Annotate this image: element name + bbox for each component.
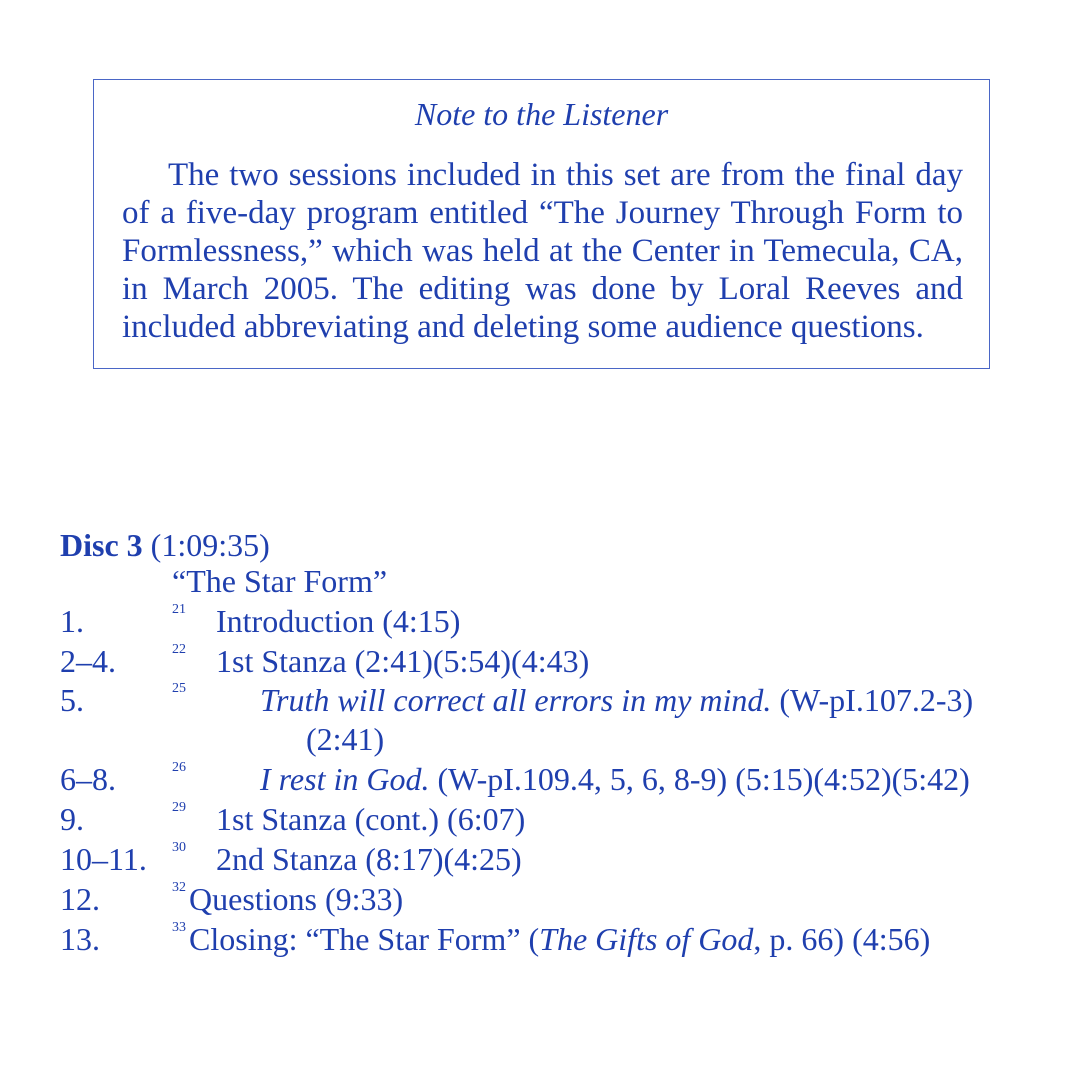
track-title: Introduction (4:15): [216, 603, 461, 639]
track-title-italic: Truth will correct all errors in my mind.: [260, 682, 772, 718]
track-number: 10–11.: [60, 841, 147, 877]
track-title-rest: (W-pI.107.2-3): [771, 682, 974, 718]
track-number: 12.: [60, 881, 100, 917]
track-ref: 33: [172, 920, 186, 935]
track-title: 1st Stanza (2:41)(5:54)(4:43): [216, 643, 590, 679]
track-number: 2–4.: [60, 643, 116, 679]
track-title-italic: I rest in God.: [260, 761, 430, 797]
disc-duration: (1:09:35): [150, 527, 270, 563]
track-ref: 32: [172, 880, 186, 895]
note-title: Note to the Listener: [414, 96, 669, 132]
track-title-rest: , p. 66) (4:56): [753, 921, 931, 957]
track-ref: 22: [172, 642, 186, 657]
track-number: 6–8.: [60, 761, 116, 797]
track-ref: 30: [172, 840, 186, 855]
track-title-italic: The Gifts of God: [539, 921, 754, 957]
disc-heading: [60, 527, 270, 564]
track-ref: 26: [172, 760, 186, 775]
note-body-text: The two sessions included in this set are from the final day of a five-day program entitled “The Journey Through Form to Formlessness,” which was held at the Center in Temecula, CA, in March 2005. The editing was done by Loral Reeves and included abbreviating and deleting some audience questions.: [122, 157, 963, 345]
track-title: [260, 680, 973, 720]
note-body: [122, 156, 963, 346]
track-title-continuation: (2:41): [306, 721, 385, 757]
track-number: 13.: [60, 921, 100, 957]
track-number: 9.: [60, 801, 84, 837]
note-box: [93, 79, 990, 369]
track-title: 2nd Stanza (8:17)(4:25): [216, 841, 522, 877]
disc-subtitle: “The Star Form”: [172, 563, 388, 599]
track-title: 1st Stanza (cont.) (6:07): [216, 801, 526, 837]
track-title: [260, 759, 970, 799]
track-ref: 21: [172, 602, 186, 617]
track-title: [189, 919, 930, 959]
track-ref: 29: [172, 800, 186, 815]
track-title: Questions (9:33): [189, 881, 404, 917]
track-number: 1.: [60, 603, 84, 639]
track-ref: 25: [172, 681, 186, 696]
track-title-pre: Closing: “The Star Form” (: [189, 921, 540, 957]
disc-label: Disc 3: [60, 527, 143, 563]
track-number: 5.: [60, 682, 84, 718]
track-title-rest: (W-pI.109.4, 5, 6, 8-9) (5:15)(4:52)(5:42): [429, 761, 970, 797]
